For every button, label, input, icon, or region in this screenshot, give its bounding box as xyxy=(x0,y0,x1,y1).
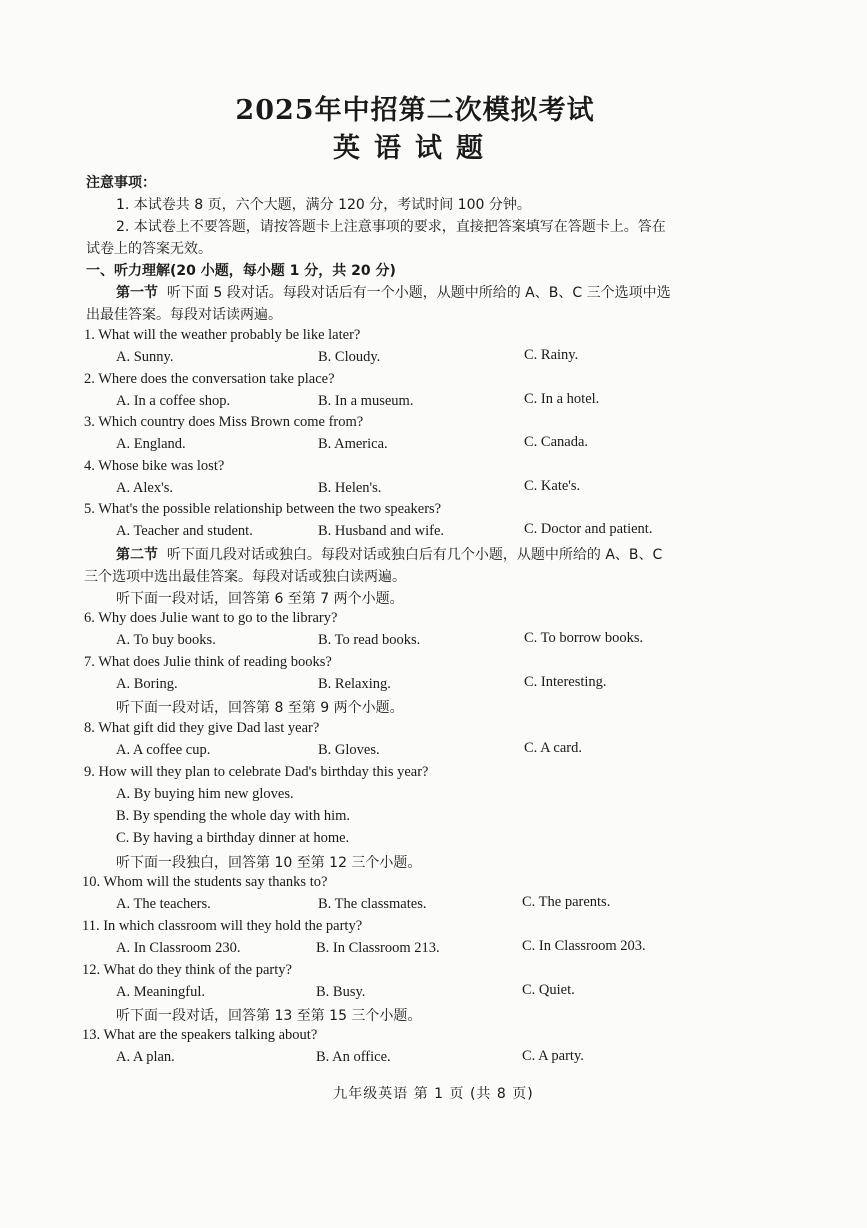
note-item-2-cont: 试卷上的答案无效。 xyxy=(86,241,212,257)
section-heading-listening: 一、听力理解(20 小题，每小题 1 分，共 20 分) xyxy=(86,263,396,279)
question-7: 7. What does Julie think of reading books? xyxy=(84,654,332,670)
q1-option-a: A. Sunny. xyxy=(116,349,174,365)
note-item-1: 1. 本试卷共 8 页，六个大题，满分 120 分，考试时间 100 分钟。 xyxy=(116,197,531,213)
q13-option-c: C. A party. xyxy=(522,1048,584,1064)
q4-option-b: B. Helen's. xyxy=(318,480,382,496)
q3-option-b: B. America. xyxy=(318,436,388,452)
q6-option-b: B. To read books. xyxy=(318,632,421,648)
exam-subtitle: 英语试题 xyxy=(333,133,497,164)
q1-option-b: B. Cloudy. xyxy=(318,349,381,365)
q7-option-c: C. Interesting. xyxy=(524,674,607,690)
q3-option-c: C. Canada. xyxy=(524,434,589,450)
part2-label: 第二节 xyxy=(116,547,158,563)
part1-instructions-l2: 出最佳答案。每段对话读两遍。 xyxy=(86,307,282,323)
question-6: 6. Why does Julie want to go to the library? xyxy=(84,610,338,626)
q10-option-b: B. The classmates. xyxy=(318,896,427,912)
q3-option-a: A. England. xyxy=(116,436,186,452)
part2-instructions-l2: 三个选项中选出最佳答案。每段对话或独白读两遍。 xyxy=(84,569,406,585)
part1-instructions xyxy=(116,282,671,302)
q6-option-c: C. To borrow books. xyxy=(524,630,644,646)
question-2: 2. Where does the conversation take place? xyxy=(84,371,335,387)
intro-q10-12: 听下面一段独白，回答第 10 至第 12 三个小题。 xyxy=(116,855,422,871)
q4-option-c: C. Kate's. xyxy=(524,478,581,494)
q10-option-c: C. The parents. xyxy=(522,894,611,910)
q8-option-a: A. A coffee cup. xyxy=(116,742,211,758)
part1-label: 第一节 xyxy=(116,285,158,301)
q13-option-a: A. A plan. xyxy=(116,1049,175,1065)
q2-option-a: A. In a coffee shop. xyxy=(116,393,231,409)
q5-option-b: B. Husband and wife. xyxy=(318,523,445,539)
q7-option-a: A. Boring. xyxy=(116,676,178,692)
q8-option-b: B. Gloves. xyxy=(318,742,380,758)
q11-option-a: A. In Classroom 230. xyxy=(116,940,241,956)
intro-q13-15: 听下面一段对话，回答第 13 至第 15 三个小题。 xyxy=(116,1008,422,1024)
part1-instructions-l1: 听下面 5 段对话。每段对话后有一个小题，从题中所给的 A、B、C 三个选项中选 xyxy=(166,285,671,301)
intro-q6-7: 听下面一段对话，回答第 6 至第 7 两个小题。 xyxy=(116,591,404,607)
q7-option-b: B. Relaxing. xyxy=(318,676,391,692)
q4-option-a: A. Alex's. xyxy=(116,480,173,496)
q9-option-b: B. By spending the whole day with him. xyxy=(116,808,350,824)
part2-instructions-l1: 听下面几段对话或独白。每段对话或独白后有几个小题，从题中所给的 A、B、C xyxy=(166,547,663,563)
question-5: 5. What's the possible relationship between the two speakers? xyxy=(84,501,442,517)
q13-option-b: B. An office. xyxy=(316,1049,391,1065)
question-9: 9. How will they plan to celebrate Dad's birthday this year? xyxy=(84,764,429,780)
question-13: 13. What are the speakers talking about? xyxy=(82,1027,318,1043)
page-footer: 九年级英语 第 1 页 (共 8 页) xyxy=(333,1086,534,1102)
part2-instructions xyxy=(116,544,662,564)
q10-option-a: A. The teachers. xyxy=(116,896,211,912)
q5-option-a: A. Teacher and student. xyxy=(116,523,253,539)
q11-option-b: B. In Classroom 213. xyxy=(316,940,440,956)
q12-option-c: C. Quiet. xyxy=(522,982,575,998)
q9-option-c: C. By having a birthday dinner at home. xyxy=(116,830,350,846)
question-11: 11. In which classroom will they hold the party? xyxy=(82,918,363,934)
question-4: 4. Whose bike was lost? xyxy=(84,458,225,474)
note-item-2: 2. 本试卷上不要答题，请按答题卡上注意事项的要求，直接把答案填写在答题卡上。答在 xyxy=(116,219,666,235)
notes-heading: 注意事项： xyxy=(86,175,156,191)
q8-option-c: C. A card. xyxy=(524,740,582,756)
exam-title: 2025年中招第二次模拟考试 xyxy=(235,95,595,126)
question-10: 10. Whom will the students say thanks to? xyxy=(82,874,328,890)
q12-option-b: B. Busy. xyxy=(316,984,366,1000)
q9-option-a: A. By buying him new gloves. xyxy=(116,786,294,802)
question-12: 12. What do they think of the party? xyxy=(82,962,292,978)
question-3: 3. Which country does Miss Brown come from? xyxy=(84,414,364,430)
q12-option-a: A. Meaningful. xyxy=(116,984,205,1000)
q5-option-c: C. Doctor and patient. xyxy=(524,521,653,537)
q2-option-c: C. In a hotel. xyxy=(524,391,600,407)
q11-option-c: C. In Classroom 203. xyxy=(522,938,646,954)
question-8: 8. What gift did they give Dad last year? xyxy=(84,720,320,736)
q6-option-a: A. To buy books. xyxy=(116,632,216,648)
question-1: 1. What will the weather probably be like later? xyxy=(84,327,361,343)
q1-option-c: C. Rainy. xyxy=(524,347,579,363)
intro-q8-9: 听下面一段对话，回答第 8 至第 9 两个小题。 xyxy=(116,700,404,716)
q2-option-b: B. In a museum. xyxy=(318,393,414,409)
